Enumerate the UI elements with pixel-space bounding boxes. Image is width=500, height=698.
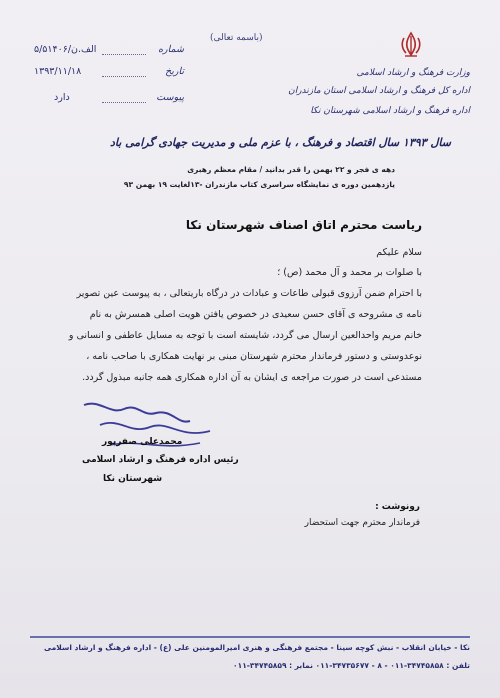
date-label: تاریخ	[165, 66, 184, 77]
number-label: شماره	[158, 44, 184, 55]
signatory-title: رئیس اداره فرهنگ و ارشاد اسلامی	[82, 455, 239, 465]
footer-phones: تلفن : ۳۴۷۴۵۸۵۸-۰۱۱ - ۸ - ۳۴۷۳۵۶۷۷-۰۱۱ نمابر : ۳۴۷۴۵۸۵۹-۰۱۱	[233, 661, 470, 670]
attachment-dots	[102, 102, 146, 103]
leader-quote: دهه ی فجر و ۲۲ بهمن را قدر بدانید / مقام معظم رهبری	[187, 165, 395, 174]
general-office-name: اداره کل فرهنگ و ارشاد اسلامی استان مازندران	[288, 86, 470, 96]
date-value: ۱۳۹۳/۱۱/۱۸	[34, 66, 82, 77]
number-value: ۵/۵۱۴۰۶/الف.ن	[34, 44, 97, 55]
cc-recipient: فرماندار محترم جهت استحضار	[304, 518, 420, 528]
body-line: با صلوات بر محمد و آل محمد (ص) ؛	[277, 267, 422, 278]
letter-attachment-field	[34, 92, 184, 106]
body-line: مستدعی است در صورت مراجعه ی ایشان به آن اداره همکاری همه جانبه مبذول گردد.	[82, 372, 422, 383]
attachment-label: پیوست	[156, 92, 184, 103]
signatory-city: شهرستان نکا	[103, 474, 163, 484]
body-line: سلام علیکم	[376, 247, 422, 258]
body-line: نامه ی مشروحه ی آقای حسن سعیدی در خصوص یافتن هویت اصلی همسرش به نام	[89, 309, 422, 320]
letter-date-field	[34, 66, 184, 80]
year-slogan: سال ۱۳۹۳ سال اقتصاد و فرهنگ ، با عزم ملی و مدیریت جهادی گرامی باد	[110, 136, 451, 149]
recipient-heading: ریاست محترم اتاق اصناف شهرستان نکا	[185, 218, 422, 232]
attachment-value: دارد	[54, 92, 70, 103]
book-fair-notice: یازدهمین دوره ی نمایشگاه سراسری کتاب مازندران -۱۳لغایت ۱۹ بهمن ۹۳	[123, 180, 395, 189]
ministry-name: وزارت فرهنگ و ارشاد اسلامی	[356, 68, 470, 78]
footer-address: نکا - خیابان انقلاب - نبش کوچه سینا - مجتمع فرهنگی و هنری امیرالمومنین علی (ع) - اداره فرهنگ و ارشاد اسلامی	[44, 643, 470, 652]
number-dots	[102, 54, 146, 55]
cc-label: رونوشت :	[375, 502, 420, 512]
letter-number-field	[34, 44, 184, 58]
body-line: با احترام ضمن آرزوی قبولی طاعات و عبادات در درگاه باریتعالی ، به پیوست عین تصویر	[76, 288, 422, 299]
city-office-name: اداره فرهنگ و ارشاد اسلامی شهرستان نکا	[310, 106, 470, 116]
footer-divider	[30, 636, 470, 638]
body-line: خانم مریم واحدالعین ارسال می گردد، شایسته است با توجه به مسایل عاطفی و انسانی و	[68, 330, 422, 341]
body-line: نوعدوستی و دستور فرماندار محترم شهرستان مبنی بر نهایت همکاری با صاحب نامه ،	[86, 351, 422, 362]
signatory-name: محمدعلی صفرپور	[102, 437, 183, 447]
bismillah-heading: (باسمه تعالی)	[210, 33, 263, 43]
date-dots	[102, 76, 146, 77]
iran-emblem-icon	[396, 30, 426, 60]
